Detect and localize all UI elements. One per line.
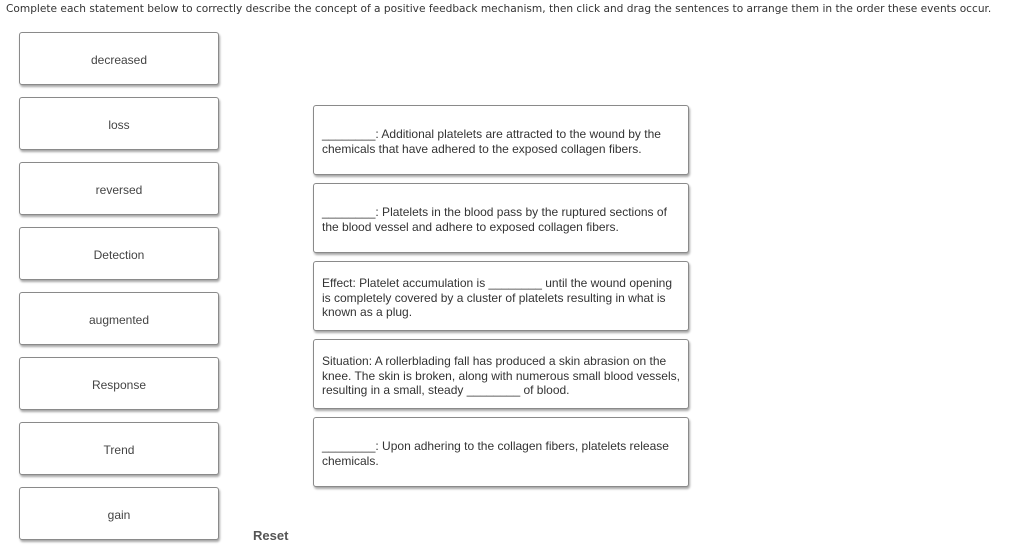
sentence-card-5[interactable] (313, 417, 689, 487)
word-tile-decreased[interactable]: decreased (19, 32, 219, 85)
blank-drop-target[interactable]: ________ (322, 439, 376, 453)
sentence-text: : Platelets in the blood pass by the ruptured sections of the blood vessel and adhere to exposed collagen fibers. (322, 205, 667, 234)
sentence-text-before: Situation: A rollerblading fall has produced a skin abrasion on the knee. The skin is broken, along with numerous small blood vessels, resulting in a small, steady (322, 354, 680, 397)
sentence-text-after: until the wound opening is completely covered by a cluster of platelets resulting in what is known as a plug. (322, 276, 673, 319)
sentence-text-after: of blood. (520, 383, 570, 397)
instructions-text: Complete each statement below to correctly describe the concept of a positive feedback mechanism, then click and drag the sentences to arrange them in the order these events occur. (6, 3, 992, 15)
sentence-text: : Upon adhering to the collagen fibers, platelets release chemicals. (322, 439, 669, 468)
sentence-card-3[interactable] (313, 261, 689, 331)
blank-drop-target[interactable]: ________ (322, 205, 376, 219)
word-tile-loss[interactable]: loss (19, 97, 219, 150)
sentence-text-before: Effect: Platelet accumulation is (322, 276, 489, 290)
sentence-card-2[interactable] (313, 183, 689, 253)
sentence-card-4[interactable] (313, 339, 689, 409)
word-tile-trend[interactable]: Trend (19, 422, 219, 475)
word-tile-detection[interactable]: Detection (19, 227, 219, 280)
word-tile-gain[interactable]: gain (19, 487, 219, 540)
word-tile-augmented[interactable]: augmented (19, 292, 219, 345)
word-tile-reversed[interactable]: reversed (19, 162, 219, 215)
blank-drop-target[interactable]: ________ (322, 127, 376, 141)
word-tile-response[interactable]: Response (19, 357, 219, 410)
sentence-text: : Additional platelets are attracted to the wound by the chemicals that have adhered to the exposed collagen fibers. (322, 127, 661, 156)
blank-drop-target[interactable]: ________ (488, 276, 542, 290)
blank-drop-target[interactable]: ________ (466, 383, 521, 397)
sentence-card-1[interactable] (313, 105, 689, 175)
reset-button[interactable]: Reset (253, 528, 289, 543)
